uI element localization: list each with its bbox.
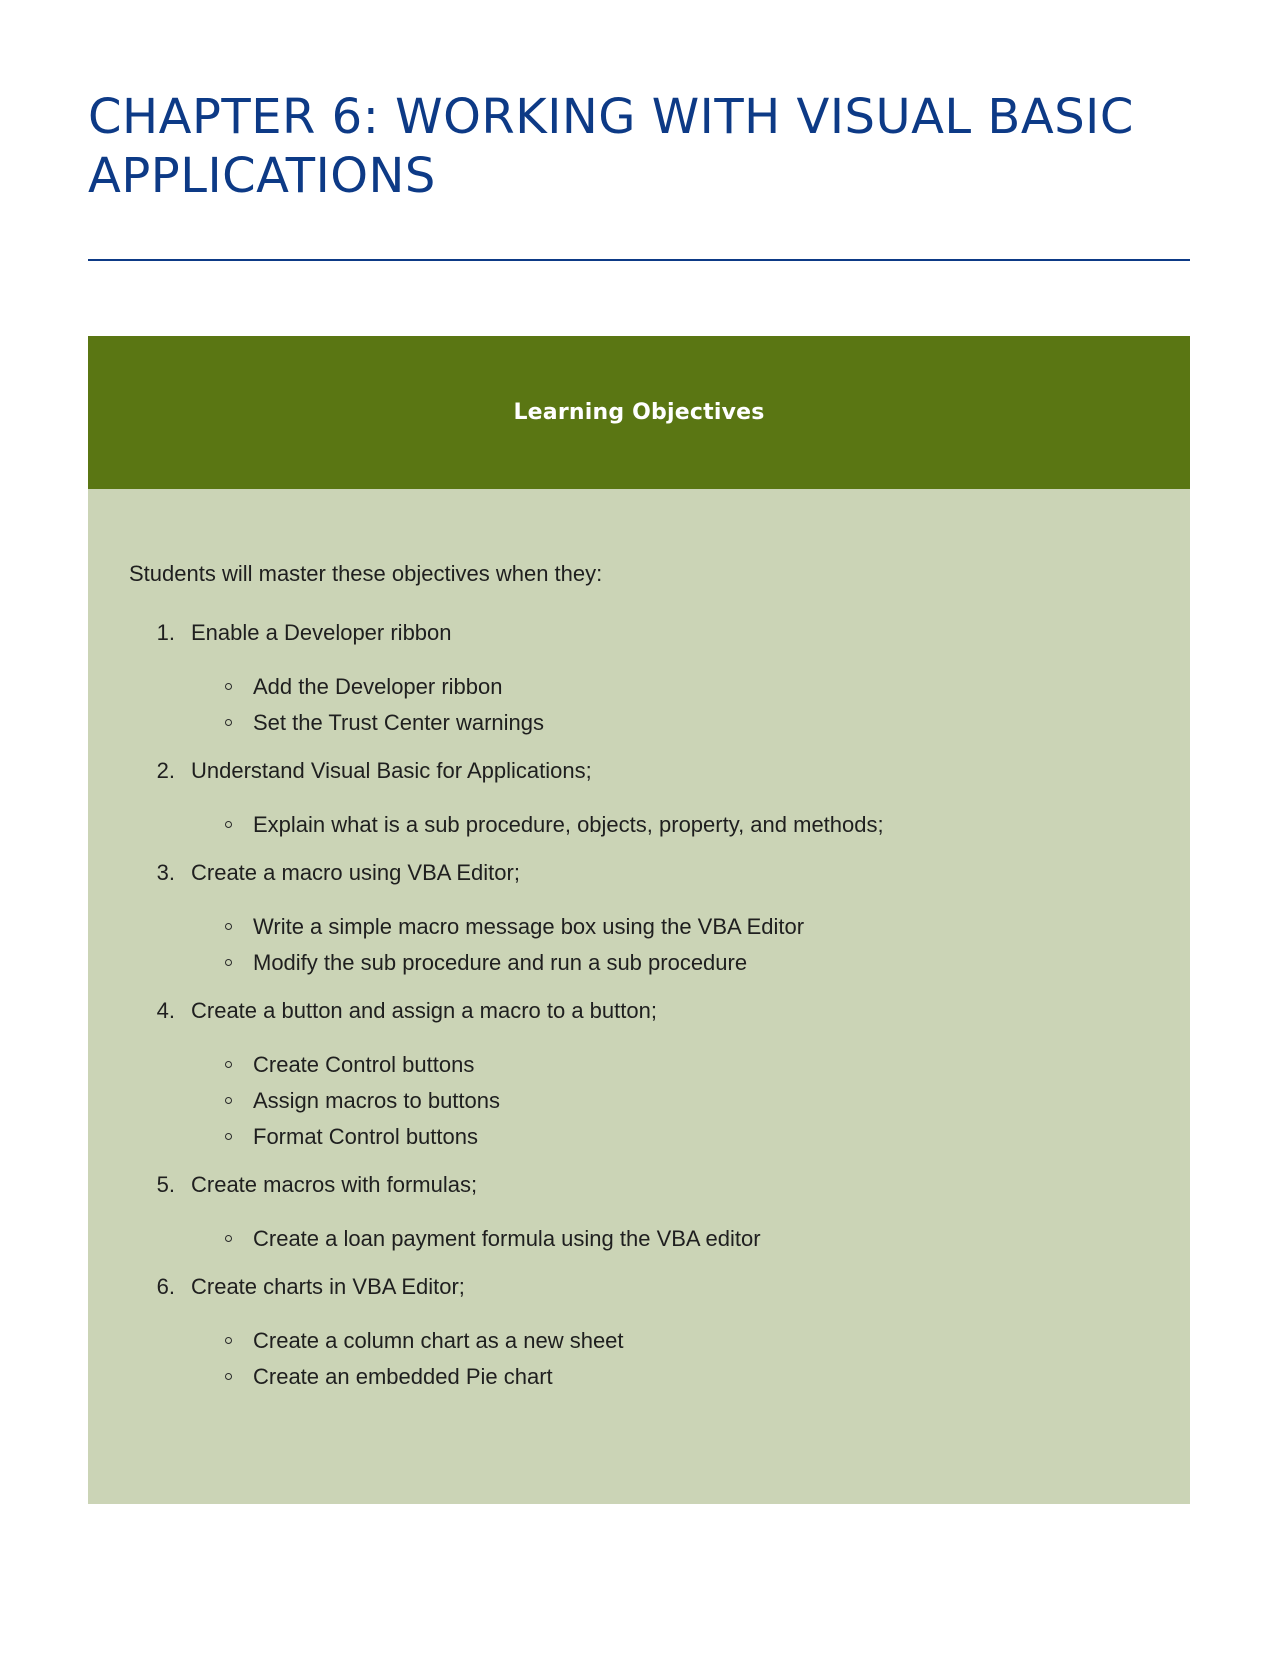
objective-sublist [191, 807, 1129, 843]
objective-subitem [191, 945, 1129, 981]
objective-subitem-text: Format Control buttons [253, 1124, 478, 1149]
hollow-circle-bullet-icon [225, 1373, 232, 1380]
objective-sublist [191, 1047, 1129, 1155]
objective-subitem [191, 1221, 1129, 1257]
chapter-title [88, 0, 1190, 206]
objective-subitem [191, 1359, 1129, 1395]
page [88, 0, 1190, 1389]
objective-subitem [191, 705, 1129, 741]
objective-sublist [191, 909, 1129, 981]
objective-text: Create charts in VBA Editor; [191, 1274, 465, 1299]
objective-subitem-text: Set the Trust Center warnings [253, 710, 545, 735]
objective-subitem-text: Explain what is a sub procedure, objects, property, and methods; [253, 812, 884, 837]
hollow-circle-bullet-icon [225, 1097, 232, 1104]
hollow-circle-bullet-icon [225, 1235, 232, 1242]
objective-item [129, 756, 1129, 843]
objective-item [129, 1170, 1129, 1257]
objective-subitem [191, 807, 1129, 843]
hollow-circle-bullet-icon [225, 923, 232, 930]
objective-text: Create a button and assign a macro to a button; [191, 998, 657, 1023]
hollow-circle-bullet-icon [225, 1337, 232, 1344]
objective-text: Create a macro using VBA Editor; [191, 860, 520, 885]
objective-text: Enable a Developer ribbon [191, 620, 452, 645]
objective-sublist [191, 1221, 1129, 1257]
objective-subitem [191, 1047, 1129, 1083]
objective-subitem-text: Create Control buttons [253, 1052, 475, 1077]
objective-subitem-text: Create an embedded Pie chart [253, 1364, 553, 1389]
objective-subitem-text: Add the Developer ribbon [253, 674, 503, 699]
objective-subitem-text: Assign macros to buttons [253, 1088, 501, 1113]
objective-number: 4. [156, 998, 175, 1023]
hollow-circle-bullet-icon [225, 821, 232, 828]
objective-number: 2. [156, 758, 175, 783]
objective-subitem-text: Write a simple macro message box using the VBA Editor [253, 914, 805, 939]
objective-number: 5. [156, 1172, 175, 1197]
objective-number: 6. [156, 1274, 175, 1299]
learning-objectives-heading: Learning Objectives [513, 400, 765, 425]
objective-subitem [191, 1083, 1129, 1119]
objective-item [129, 1272, 1129, 1395]
hollow-circle-bullet-icon [225, 959, 232, 966]
objective-sublist [191, 1323, 1129, 1395]
hollow-circle-bullet-icon [225, 719, 232, 726]
hollow-circle-bullet-icon [225, 683, 232, 690]
chapter-title-line-1: CHAPTER 6: WORKING WITH VISUAL BASIC [88, 89, 1134, 145]
objective-subitem [191, 669, 1129, 705]
objective-subitem [191, 909, 1129, 945]
objective-text: Create macros with formulas; [191, 1172, 478, 1197]
objective-item [129, 996, 1129, 1155]
learning-objectives-box [88, 336, 1190, 1504]
objective-item [129, 618, 1129, 741]
objective-subitem-text: Create a column chart as a new sheet [253, 1328, 624, 1353]
objective-number: 1. [156, 620, 175, 645]
objective-text: Understand Visual Basic for Applications; [191, 758, 592, 783]
learning-objectives-header [88, 336, 1190, 489]
hollow-circle-bullet-icon [225, 1061, 232, 1068]
objectives-list [129, 618, 1129, 1410]
objective-subitem [191, 1323, 1129, 1359]
objective-subitem-text: Create a loan payment formula using the VBA editor [253, 1226, 761, 1251]
chapter-title-line-2: APPLICATIONS [88, 148, 436, 204]
objective-number: 3. [156, 860, 175, 885]
objective-item [129, 858, 1129, 981]
hollow-circle-bullet-icon [225, 1133, 232, 1140]
objective-sublist [191, 669, 1129, 741]
objective-subitem-text: Modify the sub procedure and run a sub procedure [253, 950, 748, 975]
title-divider [88, 259, 1190, 261]
objectives-intro: Students will master these objectives when they: [129, 561, 603, 586]
objective-subitem [191, 1119, 1129, 1155]
